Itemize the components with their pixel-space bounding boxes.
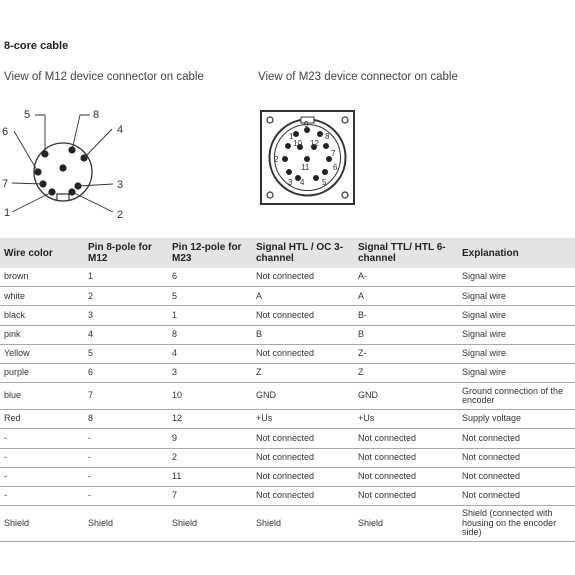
cell-pin-m12: - — [84, 467, 168, 486]
cell-explanation: Ground connection of the encoder — [458, 383, 575, 410]
cell-explanation: Shield (connected with housing on the encoder side) — [458, 506, 575, 542]
cell-pin-m23: Shield — [168, 506, 252, 542]
cell-wire-color: Shield — [0, 506, 84, 542]
cell-signal-3ch: B — [252, 325, 354, 344]
m23-label-11: 11 — [301, 163, 310, 172]
cell-explanation: Not connected — [458, 486, 575, 505]
connector-diagrams — [0, 90, 575, 230]
table-row — [0, 383, 575, 410]
table-row — [0, 448, 575, 467]
cell-pin-m12: 8 — [84, 410, 168, 429]
cell-pin-m23: 8 — [168, 325, 252, 344]
cell-signal-3ch: Not connected — [252, 467, 354, 486]
m23-connector — [261, 111, 354, 204]
cell-pin-m12: 7 — [84, 383, 168, 410]
cell-wire-color: white — [0, 287, 84, 306]
cell-pin-m12: - — [84, 448, 168, 467]
cell-pin-m23: 7 — [168, 486, 252, 505]
cell-wire-color: - — [0, 429, 84, 448]
table-row — [0, 287, 575, 306]
cell-signal-3ch: +Us — [252, 410, 354, 429]
cell-explanation: Signal wire — [458, 306, 575, 325]
cell-pin-m12: 6 — [84, 363, 168, 382]
table-row — [0, 363, 575, 382]
cell-pin-m12: 3 — [84, 306, 168, 325]
m23-label-6: 6 — [333, 163, 338, 172]
cell-wire-color: black — [0, 306, 84, 325]
cell-pin-m23: 1 — [168, 306, 252, 325]
m12-pin-center — [59, 164, 66, 171]
cell-wire-color: brown — [0, 268, 84, 287]
m23-label-5: 5 — [322, 178, 327, 187]
cell-wire-color: - — [0, 448, 84, 467]
header-explanation: Explanation — [458, 238, 575, 268]
cell-signal-3ch: Not connected — [252, 486, 354, 505]
m12-caption: View of M12 device connector on cable — [4, 71, 204, 83]
m12-label-4: 4 — [117, 124, 124, 136]
m23-screw-hole — [342, 192, 348, 198]
wire-assignment-table — [0, 238, 575, 542]
cell-explanation: Not connected — [458, 448, 575, 467]
cell-pin-m23: 10 — [168, 383, 252, 410]
cell-pin-m23: 12 — [168, 410, 252, 429]
cell-signal-6ch: Not connected — [354, 467, 458, 486]
m12-label-6: 6 — [2, 126, 9, 138]
header-pin-m12: Pin 8-pole for M12 — [84, 238, 168, 268]
header-wire-color: Wire color — [0, 238, 84, 268]
cell-wire-color: blue — [0, 383, 84, 410]
cell-signal-6ch: A — [354, 287, 458, 306]
cell-explanation: Not connected — [458, 467, 575, 486]
table-row — [0, 268, 575, 287]
cell-wire-color: - — [0, 467, 84, 486]
header-pin-m23: Pin 12-pole for M23 — [168, 238, 252, 268]
cell-signal-6ch: Z- — [354, 344, 458, 363]
cell-signal-6ch: Z — [354, 363, 458, 382]
cell-pin-m23: 2 — [168, 448, 252, 467]
cell-pin-m23: 9 — [168, 429, 252, 448]
cell-signal-3ch: Not connected — [252, 306, 354, 325]
cell-explanation: Not connected — [458, 429, 575, 448]
cell-wire-color: Yellow — [0, 344, 84, 363]
m23-label-9: 9 — [304, 120, 309, 129]
m23-screw-hole — [267, 192, 273, 198]
m23-label-3: 3 — [288, 178, 293, 187]
m12-key — [57, 194, 69, 200]
table-row — [0, 467, 575, 486]
cell-signal-6ch: +Us — [354, 410, 458, 429]
cell-explanation: Signal wire — [458, 344, 575, 363]
cell-pin-m12: 4 — [84, 325, 168, 344]
cell-signal-6ch: B — [354, 325, 458, 344]
table-row — [0, 410, 575, 429]
cell-signal-6ch: B- — [354, 306, 458, 325]
m12-connector — [2, 109, 123, 221]
cell-signal-3ch: Not connected — [252, 448, 354, 467]
cell-pin-m23: 4 — [168, 344, 252, 363]
m23-label-7: 7 — [331, 149, 336, 158]
m12-label-2: 2 — [117, 209, 124, 221]
m12-label-3: 3 — [117, 179, 124, 191]
cell-signal-3ch: GND — [252, 383, 354, 410]
cell-signal-6ch: Not connected — [354, 486, 458, 505]
cell-pin-m12: 1 — [84, 268, 168, 287]
table-row — [0, 486, 575, 505]
cell-pin-m12: - — [84, 429, 168, 448]
cell-pin-m12: 2 — [84, 287, 168, 306]
cell-signal-6ch: GND — [354, 383, 458, 410]
m12-label-8: 8 — [93, 109, 100, 121]
cell-signal-6ch: Shield — [354, 506, 458, 542]
cell-explanation: Signal wire — [458, 363, 575, 382]
cell-wire-color: pink — [0, 325, 84, 344]
cell-signal-3ch: Not connected — [252, 429, 354, 448]
cell-signal-3ch: Not connected — [252, 344, 354, 363]
cell-explanation: Signal wire — [458, 268, 575, 287]
header-signal-3ch: Signal HTL / OC 3-channel — [252, 238, 354, 268]
m23-label-12: 12 — [310, 139, 319, 148]
cell-signal-6ch: Not connected — [354, 448, 458, 467]
cell-signal-6ch: Not connected — [354, 429, 458, 448]
cell-pin-m12: 5 — [84, 344, 168, 363]
cell-pin-m23: 11 — [168, 467, 252, 486]
table-row — [0, 506, 575, 542]
m12-label-1: 1 — [4, 207, 11, 219]
cell-wire-color: Red — [0, 410, 84, 429]
cell-pin-m23: 6 — [168, 268, 252, 287]
table-row — [0, 306, 575, 325]
m23-label-1: 1 — [289, 132, 294, 141]
m12-label-7: 7 — [2, 178, 9, 190]
m23-label-4: 4 — [300, 178, 305, 187]
cell-pin-m23: 5 — [168, 287, 252, 306]
cell-wire-color: - — [0, 486, 84, 505]
m23-label-10: 10 — [293, 139, 302, 148]
m23-screw-hole — [342, 117, 348, 123]
cell-pin-m12: - — [84, 486, 168, 505]
cell-explanation: Signal wire — [458, 287, 575, 306]
cell-signal-3ch: Z — [252, 363, 354, 382]
m12-label-5: 5 — [24, 109, 31, 121]
cell-explanation: Supply voltage — [458, 410, 575, 429]
cell-pin-m12: Shield — [84, 506, 168, 542]
cell-signal-6ch: A- — [354, 268, 458, 287]
cell-explanation: Signal wire — [458, 325, 575, 344]
cell-pin-m23: 3 — [168, 363, 252, 382]
table-row — [0, 325, 575, 344]
cell-signal-3ch: Shield — [252, 506, 354, 542]
table-row — [0, 344, 575, 363]
m23-caption: View of M23 device connector on cable — [258, 71, 458, 83]
table-row — [0, 429, 575, 448]
m23-label-2: 2 — [274, 155, 279, 164]
m23-screw-hole — [267, 117, 273, 123]
cell-signal-3ch: A — [252, 287, 354, 306]
m23-label-8: 8 — [325, 132, 330, 141]
table-header-row — [0, 238, 575, 268]
cell-wire-color: purple — [0, 363, 84, 382]
section-title: 8-core cable — [4, 40, 69, 52]
header-signal-6ch: Signal TTL/ HTL 6-channel — [354, 238, 458, 268]
cell-signal-3ch: Not connected — [252, 268, 354, 287]
